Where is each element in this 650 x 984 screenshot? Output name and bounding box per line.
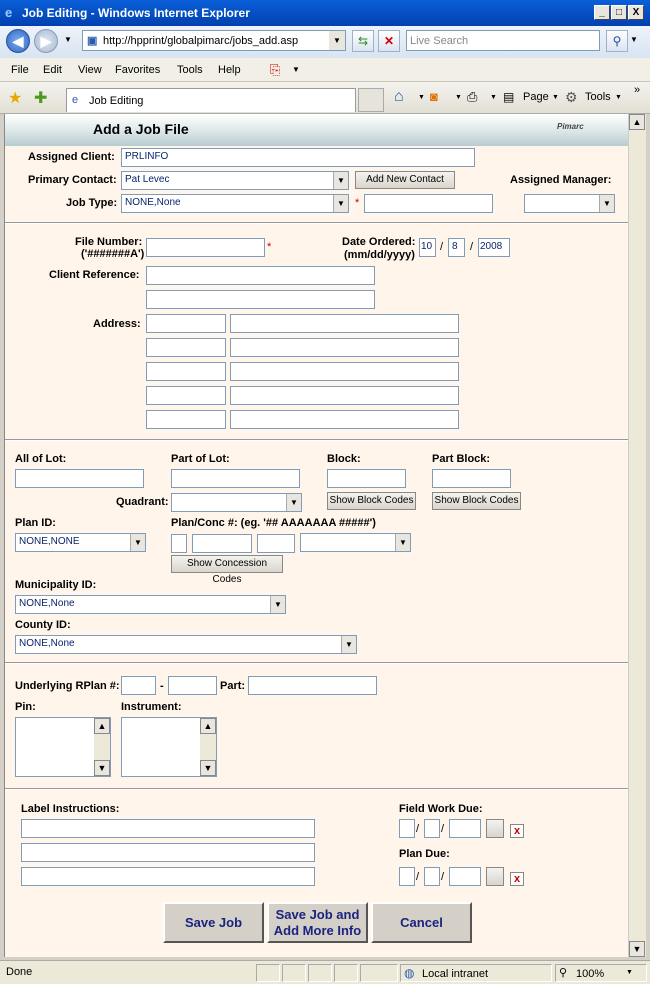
primary-contact-select[interactable] — [121, 171, 349, 190]
address-short-input[interactable] — [146, 386, 226, 405]
date-separator: / — [441, 871, 445, 883]
client-reference-input-2[interactable] — [146, 290, 375, 309]
page-menu[interactable]: Page — [523, 91, 549, 103]
calendar-button[interactable] — [486, 867, 504, 886]
field-work-day-input[interactable] — [424, 819, 440, 838]
save-job-add-more-line2: Add More Info — [273, 923, 362, 938]
date-separator: / — [416, 871, 420, 883]
assigned-client-label: Assigned Client: — [28, 151, 115, 163]
date-separator: / — [441, 823, 445, 835]
show-concession-codes-button[interactable]: Show Concession Codes — [171, 555, 283, 573]
instrument-label: Instrument: — [121, 701, 182, 713]
date-year-input[interactable]: 2008 — [478, 238, 510, 257]
divider — [5, 788, 628, 790]
forward-button[interactable]: ▶ — [34, 29, 58, 53]
zone-label: Local intranet — [422, 968, 489, 980]
new-tab-button[interactable] — [358, 88, 384, 112]
field-work-due-label: Field Work Due: — [399, 803, 483, 815]
date-separator: / — [416, 823, 420, 835]
pin-scrollbar[interactable] — [94, 718, 110, 776]
municipality-select[interactable] — [15, 595, 286, 614]
zoom-panel[interactable] — [555, 964, 647, 982]
job-type-value: NONE,None — [125, 197, 181, 208]
pdf-icon[interactable]: ⎘ — [270, 62, 281, 77]
chevron-down-icon: ▼ — [395, 534, 410, 551]
chevron-down-icon: ▼ — [333, 195, 348, 212]
status-cell — [282, 964, 306, 982]
date-month-input[interactable]: 10 — [419, 238, 436, 257]
print-icon[interactable]: ⎙ — [467, 89, 478, 104]
feeds-dropdown-icon[interactable]: ▼ — [455, 94, 462, 101]
zoom-icon: ⚲ — [559, 967, 568, 979]
pdf-dropdown-icon[interactable]: ▼ — [292, 65, 300, 74]
part-input[interactable] — [248, 676, 377, 695]
address-toolbar — [0, 26, 650, 58]
date-separator: / — [440, 241, 444, 253]
address-long-input[interactable] — [230, 338, 459, 357]
address-long-input[interactable] — [230, 386, 459, 405]
clear-date-icon[interactable]: x — [510, 824, 524, 838]
search-placeholder: Live Search — [410, 35, 469, 47]
quadrant-label: Quadrant: — [116, 496, 169, 508]
date-day-input[interactable]: 8 — [448, 238, 465, 257]
plan-due-label: Plan Due: — [399, 848, 450, 860]
address-label: Address: — [93, 318, 141, 330]
address-short-input[interactable] — [146, 410, 226, 429]
chevron-down-icon: ▼ — [130, 534, 145, 551]
add-favorites-icon[interactable]: ✚ — [34, 90, 48, 107]
page-icon: ▣ — [87, 35, 98, 47]
address-long-input[interactable] — [230, 410, 459, 429]
pin-label: Pin: — [15, 701, 36, 713]
window-title-bar — [0, 0, 650, 26]
block-input[interactable] — [327, 469, 406, 488]
scroll-down-icon[interactable]: ▼ — [94, 760, 110, 776]
show-block-codes-button[interactable]: Show Block Codes — [327, 492, 416, 510]
refresh-icon[interactable]: ⇆ — [352, 30, 374, 52]
file-number-hint: ('#######A') — [81, 248, 145, 260]
date-separator: / — [470, 241, 474, 253]
zoom-dropdown-icon[interactable]: ▼ — [626, 969, 633, 976]
dash-separator: - — [160, 680, 164, 692]
primary-contact-label: Primary Contact: — [28, 174, 117, 186]
plan-id-label: Plan ID: — [15, 517, 56, 529]
all-of-lot-label: All of Lot: — [15, 453, 67, 465]
job-type-select[interactable] — [121, 194, 349, 213]
pin-textarea[interactable] — [15, 717, 111, 777]
county-value: NONE,None — [19, 638, 75, 649]
address-short-input[interactable] — [146, 362, 226, 381]
plan-id-select[interactable] — [15, 533, 146, 552]
search-icon[interactable]: ⚲ — [606, 30, 628, 52]
block-label: Block: — [327, 453, 361, 465]
menu-bar — [0, 58, 650, 82]
part-label: Part: — [220, 680, 246, 692]
tools-dropdown-icon[interactable]: ▼ — [615, 94, 622, 101]
home-dropdown-icon[interactable]: ▼ — [418, 94, 425, 101]
address-short-input[interactable] — [146, 338, 226, 357]
file-number-input[interactable] — [146, 238, 265, 257]
part-block-label: Part Block: — [432, 453, 491, 465]
calendar-button[interactable] — [486, 819, 504, 838]
page-menu-dropdown-icon[interactable]: ▼ — [552, 94, 559, 101]
search-options-icon[interactable]: ▼ — [630, 35, 638, 44]
tab-page-icon: e — [72, 94, 79, 106]
feeds-icon[interactable]: ◙ — [430, 89, 438, 104]
plan-due-month-input[interactable] — [399, 867, 415, 886]
menu-tools[interactable]: Tools — [177, 64, 203, 76]
save-job-add-more-line1: Save Job and — [275, 907, 360, 922]
tools-menu[interactable]: Tools — [585, 91, 611, 103]
search-input[interactable] — [406, 30, 600, 51]
field-work-year-input[interactable] — [449, 819, 481, 838]
save-job-add-more-button[interactable] — [267, 902, 368, 943]
plan-conc-suffix-input[interactable] — [257, 534, 295, 553]
scroll-up-icon[interactable]: ▲ — [629, 114, 645, 130]
status-cell — [334, 964, 358, 982]
menu-edit[interactable]: Edit — [43, 64, 62, 76]
chevron-more-icon[interactable]: » — [634, 84, 641, 96]
stop-icon[interactable]: ✕ — [378, 30, 400, 52]
chevron-down-icon: ▼ — [599, 195, 614, 212]
status-cell — [308, 964, 332, 982]
plan-conc-prefix-input[interactable] — [171, 534, 187, 553]
county-select[interactable] — [15, 635, 357, 654]
status-cell — [256, 964, 280, 982]
plan-conc-type-select[interactable] — [300, 533, 411, 552]
scroll-down-icon[interactable]: ▼ — [200, 760, 216, 776]
globe-icon: ◍ — [404, 966, 415, 980]
plan-conc-label: Plan/Conc #: (eg. '## AAAAAAA #####') — [171, 517, 376, 529]
status-bar — [0, 960, 650, 984]
divider — [5, 662, 628, 664]
all-of-lot-input[interactable] — [15, 469, 144, 488]
label-instructions-input-3[interactable] — [21, 867, 315, 886]
pimarc-logo: Pimarc — [557, 122, 584, 131]
underlying-rplan-input-2[interactable] — [168, 676, 217, 695]
menu-file[interactable]: File — [11, 64, 29, 76]
quadrant-select[interactable] — [171, 493, 302, 512]
primary-contact-value: Pat Levec — [125, 174, 170, 185]
status-cell — [360, 964, 398, 982]
zone-panel — [400, 964, 552, 982]
chevron-down-icon: ▼ — [341, 636, 356, 653]
menu-favorites[interactable]: Favorites — [115, 64, 161, 76]
file-number-label: File Number: — [75, 236, 143, 248]
address-long-input[interactable] — [230, 362, 459, 381]
scroll-up-icon[interactable]: ▲ — [200, 718, 216, 734]
address-dropdown-icon[interactable]: ▼ — [329, 31, 345, 50]
job-type-label: Job Type: — [66, 197, 118, 209]
client-reference-input-1[interactable] — [146, 266, 375, 285]
divider — [5, 222, 628, 224]
chevron-down-icon: ▼ — [286, 494, 301, 511]
page-scrollbar[interactable] — [628, 114, 646, 957]
back-button[interactable]: ◀ — [6, 29, 30, 53]
plan-due-year-input[interactable] — [449, 867, 481, 886]
chevron-down-icon: ▼ — [333, 172, 348, 189]
assigned-manager-label: Assigned Manager: — [510, 174, 612, 186]
instrument-scrollbar[interactable] — [200, 718, 216, 776]
label-instructions-input-2[interactable] — [21, 843, 315, 862]
address-field[interactable] — [82, 30, 346, 51]
date-ordered-hint: (mm/dd/yyyy) — [344, 249, 415, 261]
maximize-button[interactable]: □ — [611, 5, 627, 20]
label-instructions-label: Label Instructions: — [21, 803, 120, 815]
required-marker: * — [267, 241, 272, 253]
zoom-level: 100% — [576, 968, 605, 980]
scroll-up-icon[interactable]: ▲ — [94, 718, 110, 734]
home-icon[interactable]: ⌂ — [394, 88, 404, 105]
close-window-button[interactable]: X — [628, 5, 644, 20]
tab-toolbar — [0, 82, 650, 114]
label-instructions-input-1[interactable] — [21, 819, 315, 838]
menu-help[interactable]: Help — [218, 64, 241, 76]
part-of-lot-label: Part of Lot: — [171, 453, 230, 465]
part-block-input[interactable] — [432, 469, 511, 488]
print-dropdown-icon[interactable]: ▼ — [490, 94, 497, 101]
chevron-down-icon: ▼ — [270, 596, 285, 613]
plan-conc-number-input[interactable] — [192, 534, 252, 553]
underlying-rplan-input[interactable] — [121, 676, 156, 695]
tab-job-editing[interactable] — [66, 88, 356, 112]
page-menu-icon[interactable]: ▤ — [503, 90, 515, 104]
history-dropdown-icon[interactable]: ▼ — [64, 35, 72, 44]
gear-icon[interactable]: ⚙ — [565, 89, 578, 105]
required-marker: * — [355, 197, 360, 209]
minimize-button[interactable]: _ — [594, 5, 610, 20]
assigned-client-input[interactable]: PRLINFO — [121, 148, 475, 167]
page-content — [4, 114, 628, 957]
save-job-button[interactable]: Save Job — [163, 902, 264, 943]
underlying-rplan-label: Underlying RPlan #: — [15, 680, 120, 692]
favorites-star-icon[interactable]: ★ — [8, 90, 23, 107]
address-long-input[interactable] — [230, 314, 459, 333]
client-reference-label: Client Reference: — [49, 269, 140, 281]
show-part-block-codes-button[interactable]: Show Block Codes — [432, 492, 521, 510]
municipality-value: NONE,None — [19, 598, 75, 609]
job-type-extra-input[interactable] — [364, 194, 493, 213]
form-header — [5, 114, 628, 146]
instrument-textarea[interactable] — [121, 717, 217, 777]
window-title: Job Editing - Windows Internet Explorer — [22, 6, 250, 20]
status-text: Done — [6, 966, 33, 978]
divider — [5, 439, 628, 441]
assigned-manager-select[interactable] — [524, 194, 615, 213]
part-of-lot-input[interactable] — [171, 469, 300, 488]
page-title: Add a Job File — [93, 121, 189, 137]
ie-logo-icon: e — [5, 5, 13, 20]
county-label: County ID: — [15, 619, 71, 631]
tab-title: Job Editing — [89, 95, 144, 107]
field-work-month-input[interactable] — [399, 819, 415, 838]
plan-id-value: NONE,NONE — [19, 536, 80, 547]
municipality-label: Municipality ID: — [15, 579, 97, 591]
date-ordered-label: Date Ordered: — [342, 236, 416, 248]
clear-date-icon[interactable]: x — [510, 872, 524, 886]
add-new-contact-button[interactable]: Add New Contact — [355, 171, 455, 189]
address-url: http://hpprint/globalpimarc/jobs_add.asp — [103, 35, 299, 47]
plan-due-day-input[interactable] — [424, 867, 440, 886]
cancel-button[interactable]: Cancel — [371, 902, 472, 943]
scroll-down-icon[interactable]: ▼ — [629, 941, 645, 957]
address-short-input[interactable] — [146, 314, 226, 333]
menu-view[interactable]: View — [78, 64, 102, 76]
